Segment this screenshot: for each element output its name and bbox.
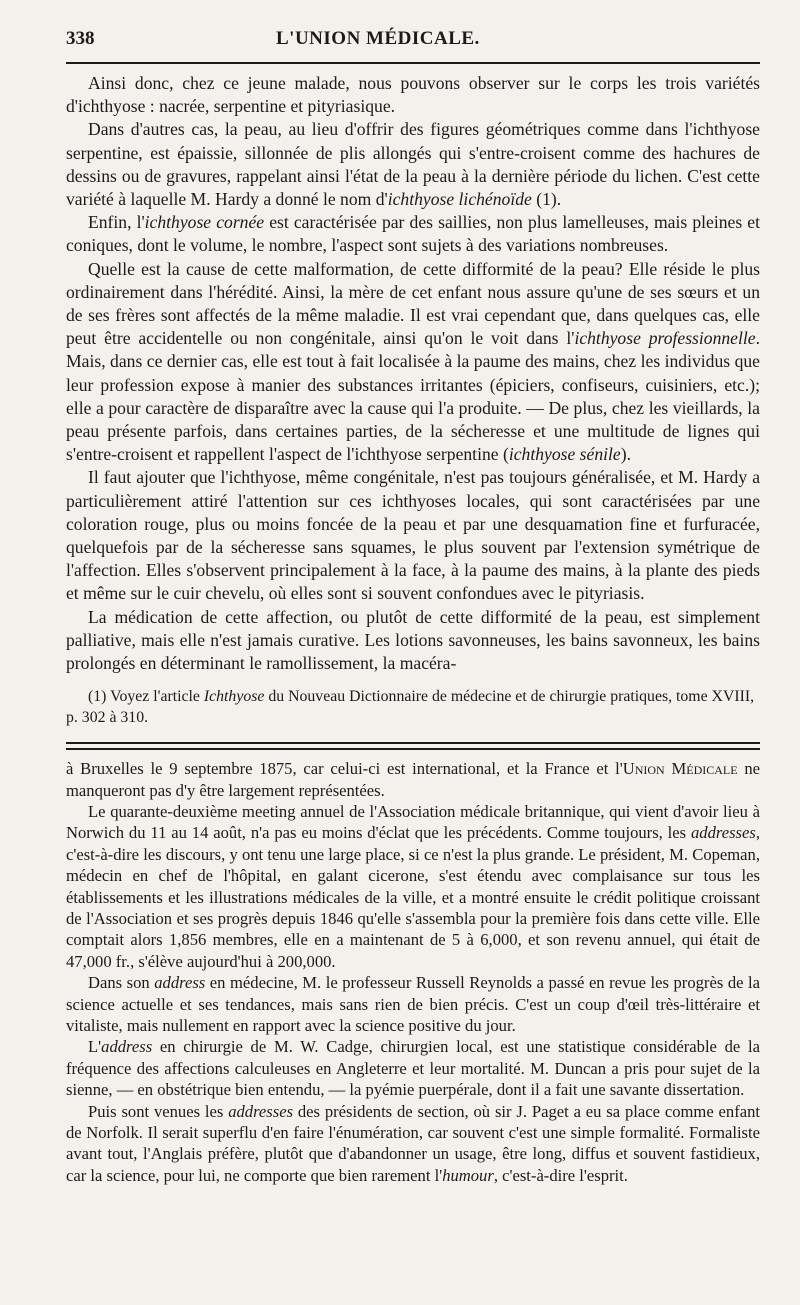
- italic-term: ichthyose professionnelle: [574, 328, 756, 349]
- italic-term: ichthyose sénile: [508, 444, 621, 465]
- italic-term: addresses: [691, 823, 756, 843]
- paragraph: Dans son address en médecine, M. le professeur Russell Reynolds a passé en revue les progrès de la science actuelle et ses tendances, mais sans rien de bien précis. C'est un coup d'œil très-littéraire et vitaliste, mais nullement en rapport avec la science positive du jour.: [66, 973, 761, 1035]
- italic-term: Ichthyose: [203, 688, 265, 706]
- page-number: 338: [66, 28, 95, 49]
- italic-term: humour: [442, 1165, 494, 1185]
- italic-term: ichthyose cornée: [144, 212, 265, 233]
- section-divider: [66, 742, 760, 750]
- main-article: [66, 72, 760, 675]
- italic-term: ichthyose lichénoïde: [387, 189, 532, 210]
- journal-name: Union Médicale: [622, 759, 738, 779]
- paragraph: Dans d'autres cas, la peau, au lieu d'offrir des figures géométriques comme dans l'ichthyose serpentine, est épaissie, sillonnée de plis allongés qui s'entre-croisent comme des hachures de dessins ou de gravures, rappelant ainsi l'état de la peau à la dernière période du lichen. C'est cette variété à laquelle M. Hardy a donné le nom d'ichthyose lichénoïde (1).: [66, 119, 760, 210]
- paragraph: Il faut ajouter que l'ichthyose, même congénitale, n'est pas toujours généralisée, et M. Hardy a particulièrement attiré l'attention sur ces ichthyoses locales, qui sont caractérisées par une coloration rouge, plus ou moins foncée de la peau et par une desquamation fine et furfuracée, quelquefois par de la sécheresse sans squames, le plus souvent par l'extension symétrique de l'affection. Elles s'observent principalement à la face, à la paume des mains, à la plante des pieds et même sur le cuir chevelu, où elles sont si souvent confondues avec le pityriasis.: [66, 467, 760, 604]
- footnote: (1) Voyez l'article Ichthyose du Nouveau Dictionnaire de médecine et de chirurgie pratiques, tome XVIII, p. 302 à 310.: [66, 688, 755, 726]
- italic-term: address: [154, 973, 206, 993]
- feuilleton-section: [66, 758, 760, 1186]
- paragraph: à Bruxelles le 9 septembre 1875, car celui-ci est international, et la France et l'Union Médicale ne manqueront pas d'y être largement représentées.: [66, 759, 761, 800]
- paragraph: L'address en chirurgie de M. W. Cadge, chirurgien local, est une statistique considérable de la fréquence des affections calculeuses en Angleterre et leur mortalité. M. Duncan a pris pour sujet de la sienne, — en obstétrique bien entendu, — la pyémie puerpérale, dont il a fait une savante dissertation.: [66, 1037, 760, 1100]
- paragraph: La médication de cette affection, ou plutôt de cette difformité de la peau, est simplement palliative, mais elle n'est jamais curative. Les lotions savonneuses, les bains savonneux, les bains prolongés en déterminant le ramollissement, la macéra-: [66, 606, 760, 674]
- paragraph: Puis sont venues les addresses des présidents de section, où sir J. Paget a eu sa place comme enfant de Norfolk. Il serait superflu d'en faire l'énumération, car souvent c'est une simple formalité. Formaliste avant tout, l'Anglais préfère, plutôt que d'abandonner un usage, être long, diffus et souvent fastidieux, car la science, pour lui, ne comporte que bien rarement l'humour, c'est-à-dire l'esprit.: [66, 1101, 760, 1185]
- running-head: L'UNION MÉDICALE.: [276, 28, 480, 49]
- paragraph: Quelle est la cause de cette malformation, de cette difformité de la peau? Elle réside le plus ordinairement dans l'hérédité. Ainsi, la mère de cet enfant nous assure qu'une de ses sœurs et un de ses frères sont affectés de la même maladie. Il est vrai cependant que, dans quelques cas, elle peut être accidentelle ou non congénitale, ainsi qu'on le voit dans l'ichthyose professionnelle. Mais, dans ce dernier cas, elle est tout à fait localisée à la paume des mains, chez les individus que leur profession expose à manier des substances irritantes (épiciers, confiseurs, cuisiniers, etc.); elle a pour caractère de disparaître avec la cause qui l'a produite. — De plus, chez les vieillards, la peau présente parfois, dans certaines parties, de la sécheresse et une multitude de lignes qui s'entre-croisent et rappellent l'aspect de l'ichthyose serpentine (ichthyose sénile).: [66, 258, 760, 465]
- paragraph: Ainsi donc, chez ce jeune malade, nous pouvons observer sur le corps les trois variétés d'ichthyose : nacrée, serpentine et pityriasique.: [66, 73, 760, 117]
- italic-term: address: [101, 1037, 153, 1057]
- paragraph: Le quarante-deuxième meeting annuel de l'Association médicale britannique, qui vient d'avoir lieu à Norwich du 11 au 14 août, n'a pas eu moins d'éclat que les précédents. Comme toujours, les addresses, c'est-à-dire les discours, y ont tenu une large place, si ce n'est la plus grande. Le président, M. Copeman, médecin en chef de l'hôpital, en galant cicerone, s'est étendu avec complaisance sur tous les établissements et les illustrations médicales de la ville, et a montré ensuite le crédit politique croissant de l'Association et ses progrès depuis 1846 qu'elle s'assembla pour la première fois dans cette ville. Elle comptait alors 1,856 membres, elle en a maintenant de 5 à 6,000, et son revenu annuel, qui était de 47,000 fr., s'élève aujourd'hui à 200,000.: [66, 801, 760, 971]
- page-header: [66, 28, 760, 64]
- paragraph: Enfin, l'ichthyose cornée est caractérisée par des saillies, non plus lamelleuses, mais pleines et coniques, dont le volume, le nombre, l'aspect sont sujets à des variations nombreuses.: [66, 212, 760, 256]
- italic-term: addresses: [228, 1101, 294, 1121]
